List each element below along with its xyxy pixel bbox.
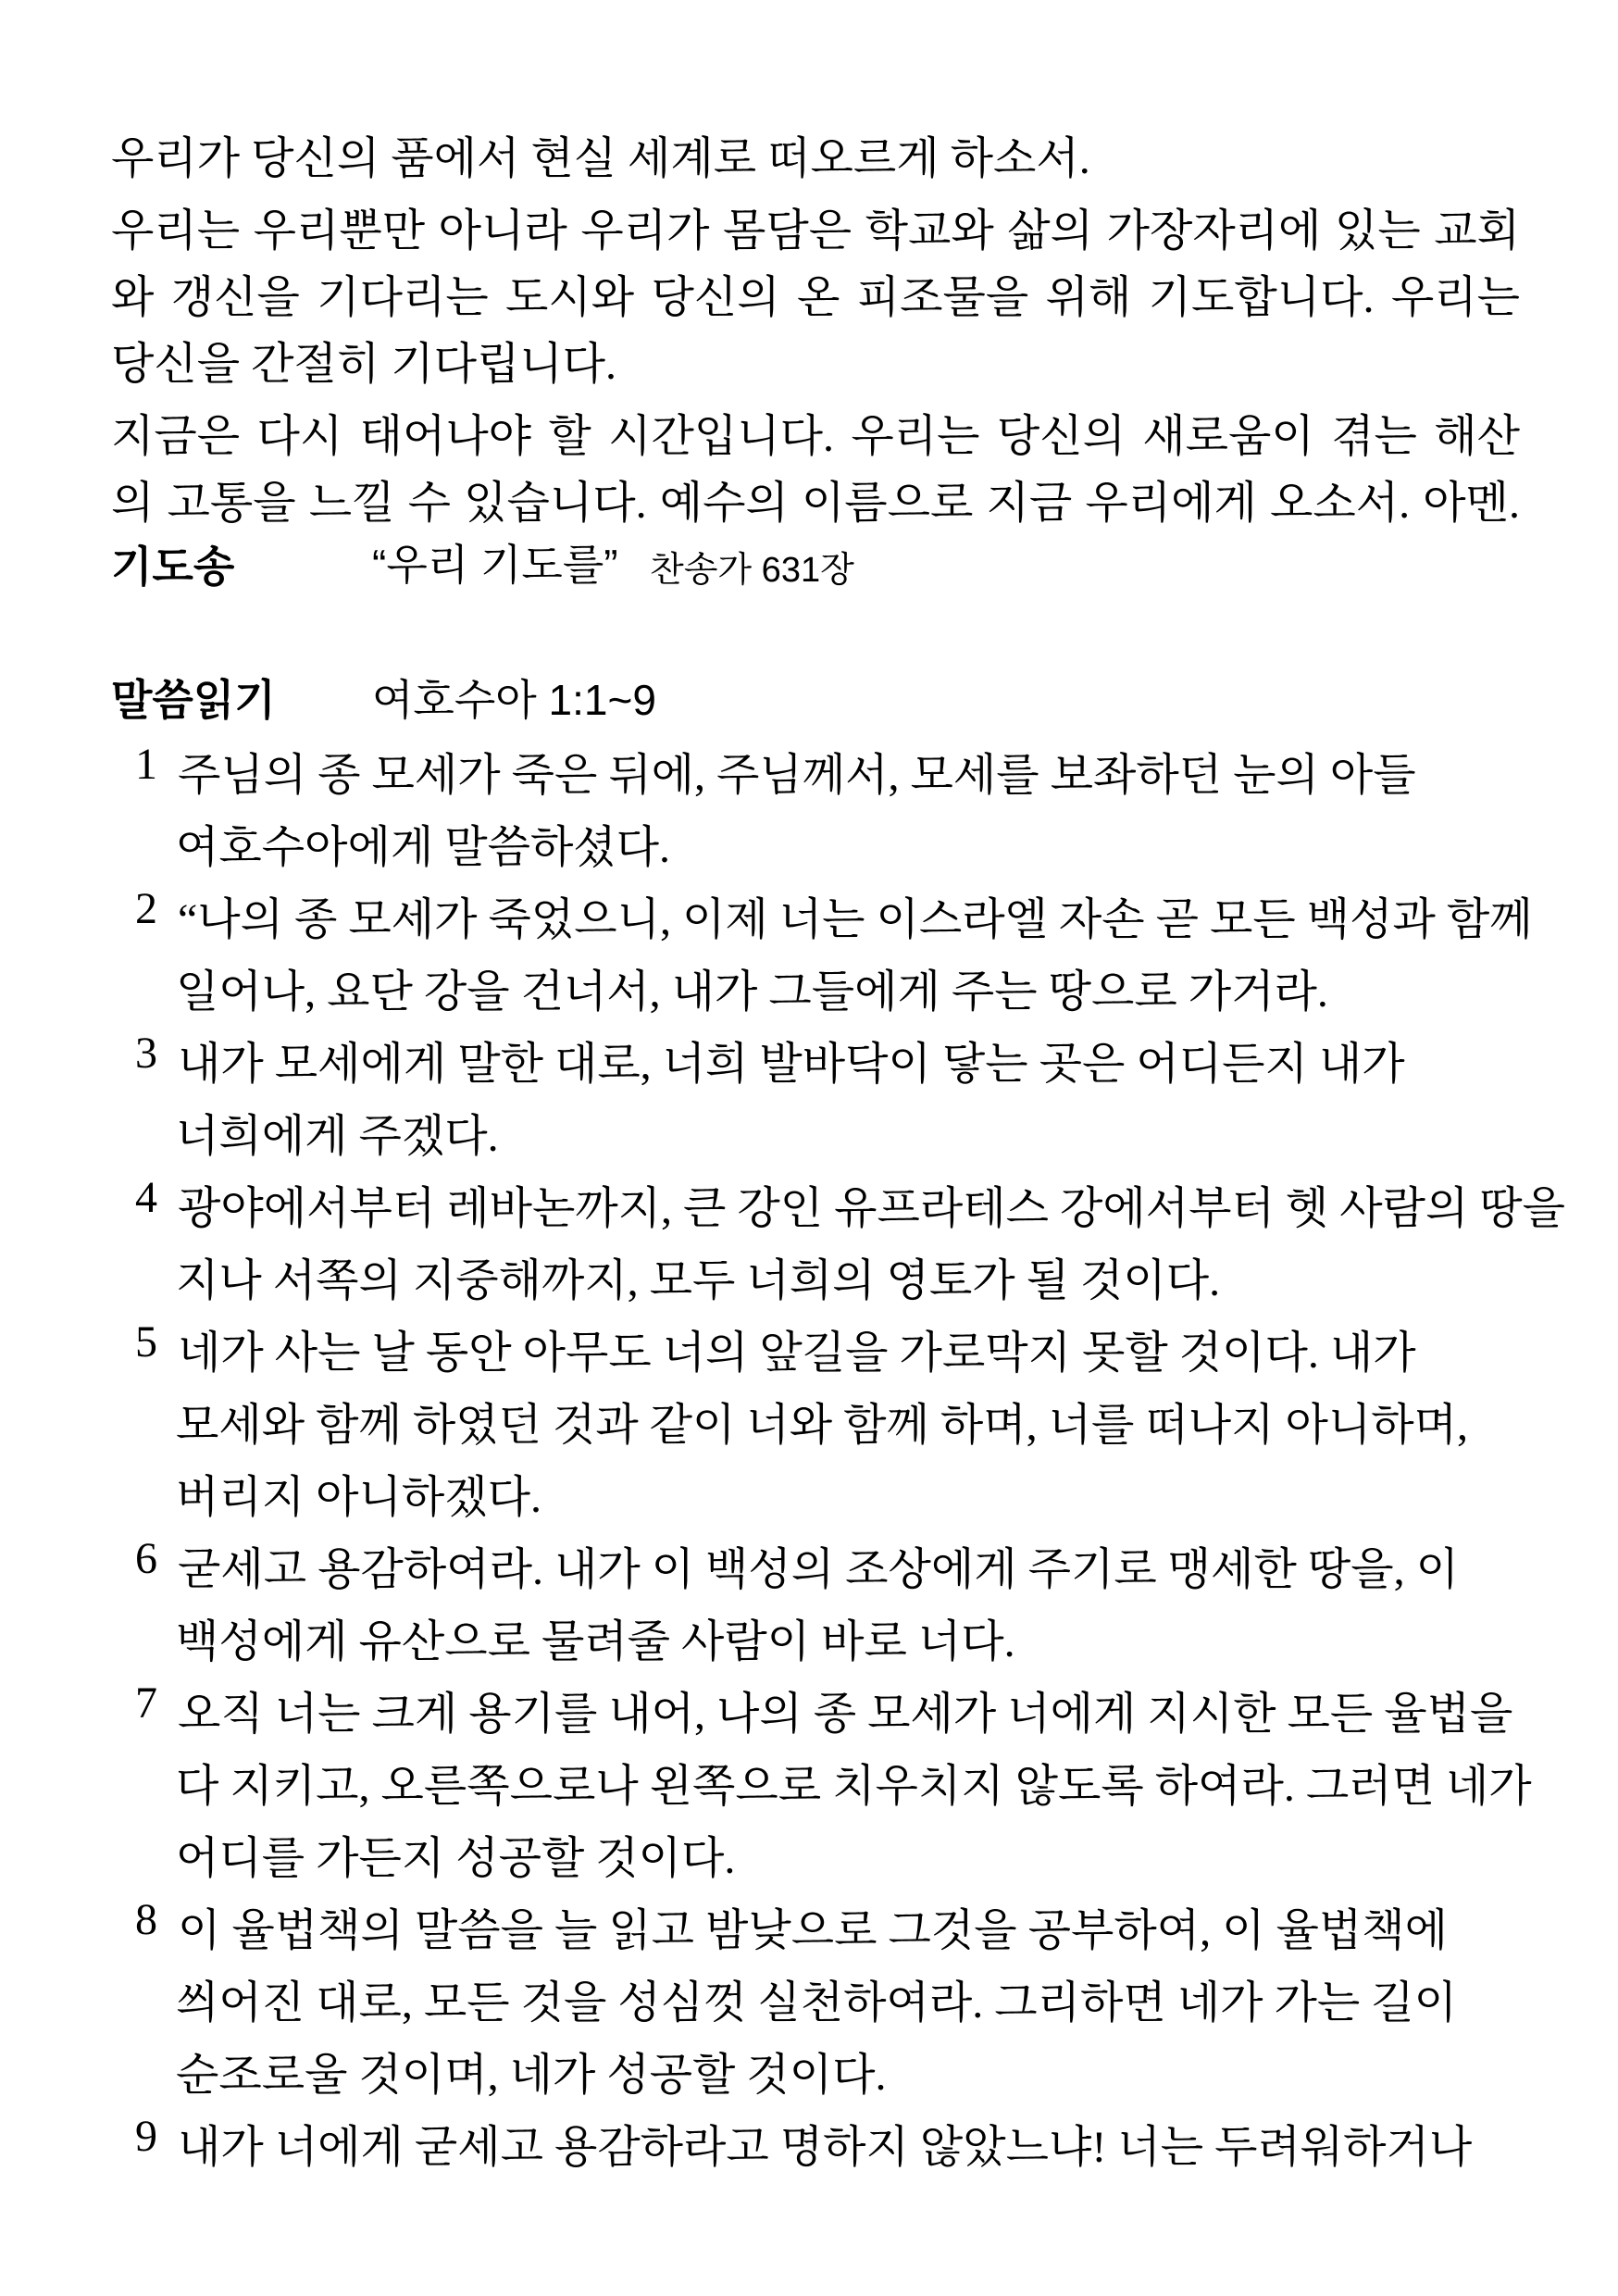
prayer-line-1: 우리가 당신의 품에서 현실 세계로 떠오르게 하소서. [111,134,1090,183]
verse-line: 주님의 종 모세가 죽은 뒤에, 주님께서, 모세를 보좌하던 눈의 아들 [178,751,1416,800]
verse-line: 내가 모세에게 말한 대로, 너희 발바닥이 닿는 곳은 어디든지 내가 [178,1040,1405,1089]
verse-line: 이 율법책의 말씀을 늘 읽고 밤낮으로 그것을 공부하여, 이 율법책에 [178,1906,1448,1955]
verse-number: 4 [135,1173,157,1222]
hymn-reference: 찬송가 631장 [650,551,854,590]
hymn-title: “우리 기도를” [372,541,618,589]
verse-number: 1 [135,740,157,789]
verse-number: 7 [135,1678,157,1728]
verse-number: 3 [135,1029,157,1078]
verse-line: 어디를 가든지 성공할 것이다. [176,1834,736,1883]
verse-line: 굳세고 용감하여라. 내가 이 백성의 조상에게 주기로 맹세한 땅을, 이 [178,1545,1459,1594]
verse-line: 오직 너는 크게 용기를 내어, 나의 종 모세가 너에게 지시한 모든 율법을 [178,1690,1513,1739]
verse-line: 씌어진 대로, 모든 것을 성심껏 실천하여라. 그리하면 네가 가는 길이 [176,1978,1457,2028]
prayer-paragraph-2-line-2: 와 갱신을 기다리는 도시와 당신의 온 피조물을 위해 기도합니다. 우리는 [111,273,1520,322]
verse-line: 여호수아에게 말씀하셨다. [176,823,671,872]
verse-line: 광야에서부터 레바논까지, 큰 강인 유프라테스 강에서부터 헷 사람의 땅을 [178,1184,1566,1233]
reading-reference: 여호수아 1:1~9 [372,676,656,724]
verse-line: 일어나, 요단 강을 건너서, 내가 그들에게 주는 땅으로 가거라. [176,967,1328,1017]
verse-number: 5 [135,1317,157,1366]
verse-line: “나의 종 모세가 죽었으니, 이제 너는 이스라엘 자손 곧 모든 백성과 함께 [178,895,1533,944]
verse-line: 모세와 함께 하였던 것과 같이 너와 함께 하며, 너를 떠나지 아니하며, [176,1401,1468,1450]
prayer-paragraph-2-line-1: 우리는 우리뿐만 아니라 우리가 몸담은 학교와 삶의 가장자리에 있는 교회 [111,206,1520,256]
verse-line: 내가 너에게 굳세고 용감하라고 명하지 않았느냐! 너는 두려워하거나 [178,2123,1473,2172]
verse-line: 지나 서쪽의 지중해까지, 모두 너희의 영토가 될 것이다. [176,1256,1221,1305]
verse-number: 8 [135,1895,157,1944]
verse-line: 버리지 아니하겠다. [176,1473,541,1522]
prayer-paragraph-2-line-3: 당신을 간절히 기다립니다. [111,340,617,389]
verse-line: 다 지키고, 오른쪽으로나 왼쪽으로 치우치지 않도록 하여라. 그러면 네가 [176,1762,1532,1811]
verse-line: 백성에게 유산으로 물려줄 사람이 바로 너다. [176,1617,1015,1666]
verse-number: 2 [135,884,157,933]
verse-line: 순조로울 것이며, 네가 성공할 것이다. [176,2051,887,2100]
verse-line: 네가 사는 날 동안 아무도 너의 앞길을 가로막지 못할 것이다. 내가 [178,1329,1416,1378]
prayer-paragraph-3-line-1: 지금은 다시 태어나야 할 시간입니다. 우리는 당신의 새로움이 겪는 해산 [111,412,1520,461]
reading-label: 말씀읽기 [111,676,276,724]
prayer-paragraph-3-line-2: 의 고통을 느낄 수 있습니다. 예수의 이름으로 지금 우리에게 오소서. 아멘. [111,479,1520,528]
hymn-label: 기도송 [111,543,235,591]
verse-number: 9 [135,2112,157,2161]
verse-line: 너희에게 주겠다. [176,1112,499,1161]
verse-number: 6 [135,1534,157,1583]
